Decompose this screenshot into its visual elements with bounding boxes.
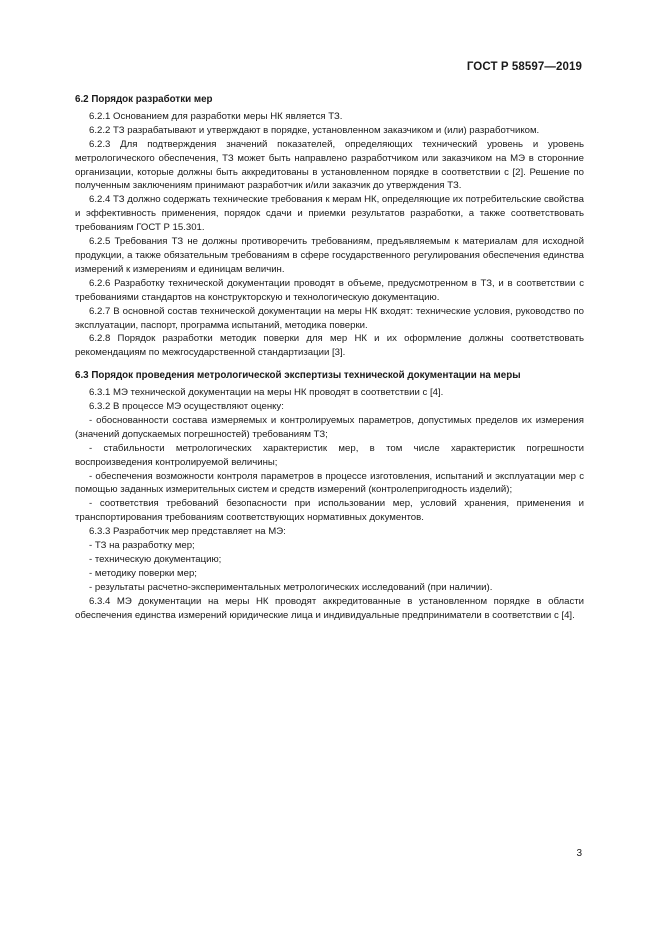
paragraph: 6.3.4 МЭ документации на меры НК проводят аккредитованные в установленном порядке в области обеспечения единства измерений юридические лица и индивидуальные предприниматели в соответствии с [4]. xyxy=(75,595,584,621)
paragraph: - техническую документацию; xyxy=(89,554,222,565)
paragraph: 6.2.5 Требования ТЗ не должны противоречить требованиям, предъявляемым к материалам для исходной продукции, а также обязательным требованиям в сфере государственного регулирования обеспечения единства измерений к измерениям и единицам величин. xyxy=(75,236,584,275)
section-6-2-paragraphs xyxy=(75,110,584,360)
paragraph: - соответствия требований безопасности при использовании мер, условий хранения, применения и транспортирования требованиям соответствующих нормативных документов. xyxy=(75,498,584,524)
paragraph: 6.3.2 В процессе МЭ осуществляют оценку: xyxy=(89,401,284,413)
paragraph: - методику поверки мер; xyxy=(89,567,197,579)
paragraph: 6.3.3 Разработчик мер представляет на МЭ: xyxy=(89,526,286,538)
paragraph: - обеспечения возможности контроля параметров в процессе изготовления, испытаний и эксплуатации мер с помощью заданных измерительных систем и средств измерений (контролепригодность изделий); xyxy=(75,470,584,496)
paragraph: - обоснованности состава измеряемых и контролируемых параметров, допустимых пределов их измерения (значений допускаемых погрешностей) требованиям ТЗ; xyxy=(75,414,584,440)
section-heading-6-3: 6.3 Порядок проведения метрологической экспертизы технической документации на меры xyxy=(75,370,521,382)
paragraph: 6.2.7 В основной состав технической документации на меры НК входят: технические условия, руководство по эксплуатации, паспорт, программа испытаний, методика поверки. xyxy=(75,305,584,331)
paragraph: 6.2.1 Основанием для разработки меры НК является ТЗ. xyxy=(89,110,343,122)
paragraph: 6.2.6 Разработку технической документации проводят в объеме, предусмотренном в ТЗ, и в соответствии с требованиями стандартов на конструкторскую и технологическую документацию. xyxy=(75,277,584,303)
paragraph: - ТЗ на разработку мер; xyxy=(89,540,195,552)
paragraph: 6.2.2 ТЗ разрабатывают и утверждают в порядке, установленном заказчиком и (или) разработчиком. xyxy=(89,124,540,136)
paragraph: 6.2.8 Порядок разработки методик поверки для мер НК и их оформление должны соответствовать рекомендациям по межгосударственной стандартизации [3]. xyxy=(75,333,584,359)
paragraph: 6.2.4 ТЗ должно содержать технические требования к мерам НК, определяющие их потребительские свойства и эффективность применения, порядок сдачи и приемки результатов разработки, а также соответствовать требованиям ГОСТ Р 15.301. xyxy=(75,194,584,234)
document-code: ГОСТ Р 58597—2019 xyxy=(466,61,582,73)
paragraph: 6.2.3 Для подтверждения значений показателей, определяющих технический уровень и уровень метрологического обеспечения, ТЗ может быть направлено разработчиком или заказчиком на МЭ в сторонние организации, которые должны быть аккредитованы в установленном порядке в соответствии с [2]. Решение по полученным заключениям принимают разработчик и/или заказчик до утверждения ТЗ. xyxy=(75,138,584,192)
paragraph: 6.3.1 МЭ технической документации на меры НК проводят в соответствии с [4]. xyxy=(89,387,444,399)
page-number: 3 xyxy=(576,848,582,859)
paragraph: - результаты расчетно-экспериментальных метрологических исследований (при наличии). xyxy=(89,581,493,593)
section-6-3-paragraphs xyxy=(75,386,584,622)
document-body xyxy=(75,93,584,623)
paragraph: - стабильности метрологических характеристик мер, в том числе характеристик погрешности воспроизведения контролируемой величины; xyxy=(75,442,584,468)
section-heading-6-2: 6.2 Порядок разработки мер xyxy=(75,94,213,105)
